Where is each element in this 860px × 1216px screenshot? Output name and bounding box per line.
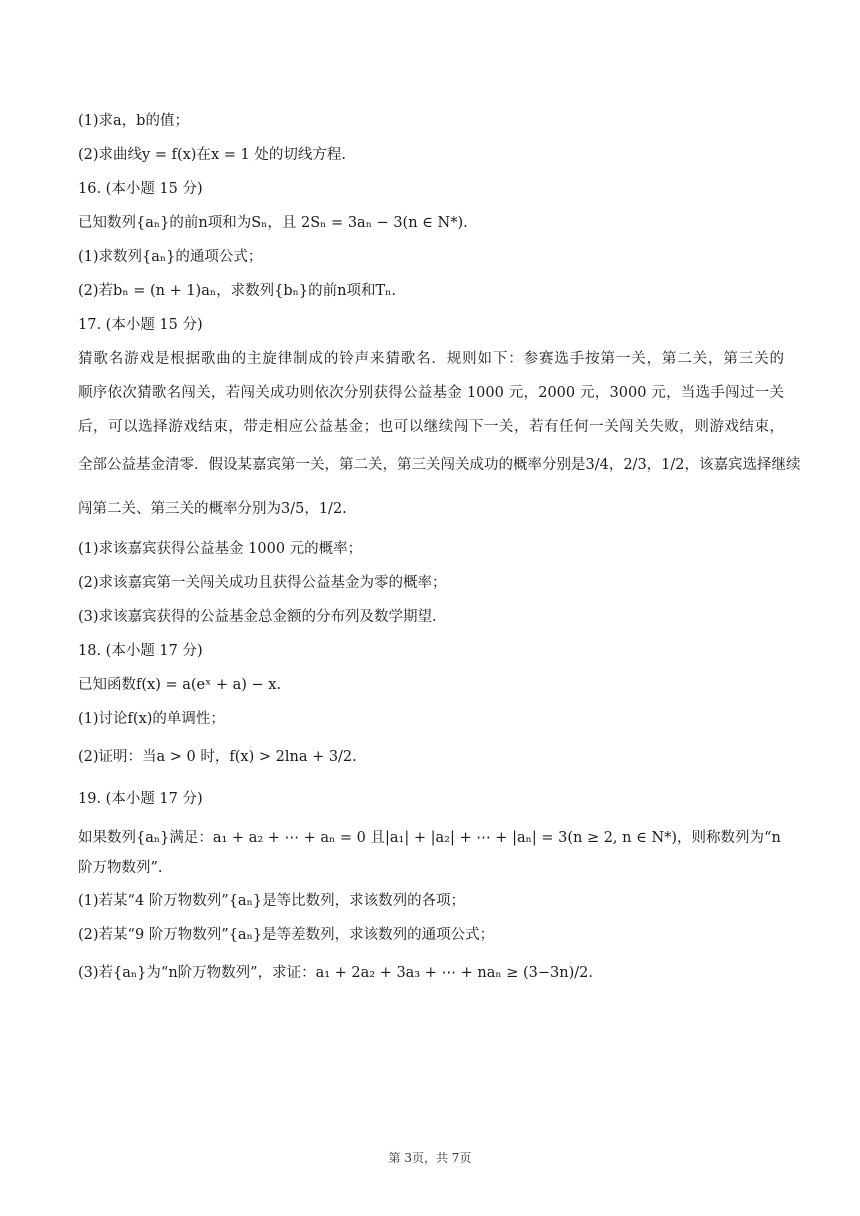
q19-part3: (3)若{aₙ}为“n阶万物数列”，求证：a₁ + 2a₂ + 3a₃ + ⋯ + naₙ ≥ (3−3n)/2. xyxy=(78,965,593,981)
q19-header: 19. (本小题 17 分) xyxy=(78,791,203,807)
q18-part2: (2)证明：当a > 0 时，f(x) > 2lna + 3/2. xyxy=(78,749,357,765)
q16-stem: 已知数列{aₙ}的前n项和为Sₙ，且 2Sₙ = 3aₙ − 3(n ∈ N*). xyxy=(78,215,468,231)
q17-header: 17. (本小题 15 分) xyxy=(78,317,203,333)
q16-part2: (2)若bₙ = (n + 1)aₙ，求数列{bₙ}的前n项和Tₙ. xyxy=(78,283,397,299)
q16-part1: (1)求数列{aₙ}的通项公式； xyxy=(78,249,263,265)
page-number: 第 3页，共 7页 xyxy=(388,1151,472,1165)
q18-stem: 已知函数f(x) = a(eˣ + a) − x. xyxy=(78,677,282,693)
q17-stem-line3: 后，可以选择游戏结束，带走相应公益基金；也可以继续闯下一关，若有任何一关闯关失败，则游戏结束， xyxy=(78,419,784,435)
q19-part2: (2)若某“9 阶万物数列”{aₙ}是等差数列，求该数列的通项公式； xyxy=(78,927,495,943)
q17-part2: (2)求该嘉宾第一关闯关成功且获得公益基金为零的概率； xyxy=(78,575,447,591)
q15-part1: (1)求a，b的值； xyxy=(78,113,189,129)
q19-stem: 如果数列{aₙ}满足：a₁ + a₂ + ⋯ + aₙ = 0 且|a₁| + |a₂| + ⋯ + |aₙ| = 3(n ≥ 2, n ∈ N*)，则称数列为“n阶万物数列”. xyxy=(78,830,781,876)
q17-stem-line2: 顺序依次猜歌名闯关，若闯关成功则依次分别获得公益基金 1000 元，2000 元，3000 元，当选手闯过一关 xyxy=(78,385,784,401)
q18-part1: (1)讨论f(x)的单调性； xyxy=(78,711,225,727)
q18-header: 18. (本小题 17 分) xyxy=(78,643,203,659)
q17-stem-line1: 猜歌名游戏是根据歌曲的主旋律制成的铃声来猜歌名．规则如下：参赛选手按第一关，第二关，第三关的 xyxy=(78,351,784,367)
q17-stem-line5: 闯第二关、第三关的概率分别为3/5，1/2. xyxy=(78,501,347,517)
q16-header: 16. (本小题 15 分) xyxy=(78,181,203,197)
q17-stem-line4: 全部公益基金清零．假设某嘉宾第一关，第二关，第三关闯关成功的概率分别是3/4，2/3，1/2，该嘉宾选择继续 xyxy=(78,457,801,473)
q17-part1: (1)求该嘉宾获得公益基金 1000 元的概率； xyxy=(78,541,363,557)
q19-part1: (1)若某“4 阶万物数列”{aₙ}是等比数列，求该数列的各项； xyxy=(78,893,466,909)
q15-part2: (2)求曲线y = f(x)在x = 1 处的切线方程. xyxy=(78,147,346,163)
q17-part3: (3)求该嘉宾获得的公益基金总金额的分布列及数学期望. xyxy=(78,609,437,625)
